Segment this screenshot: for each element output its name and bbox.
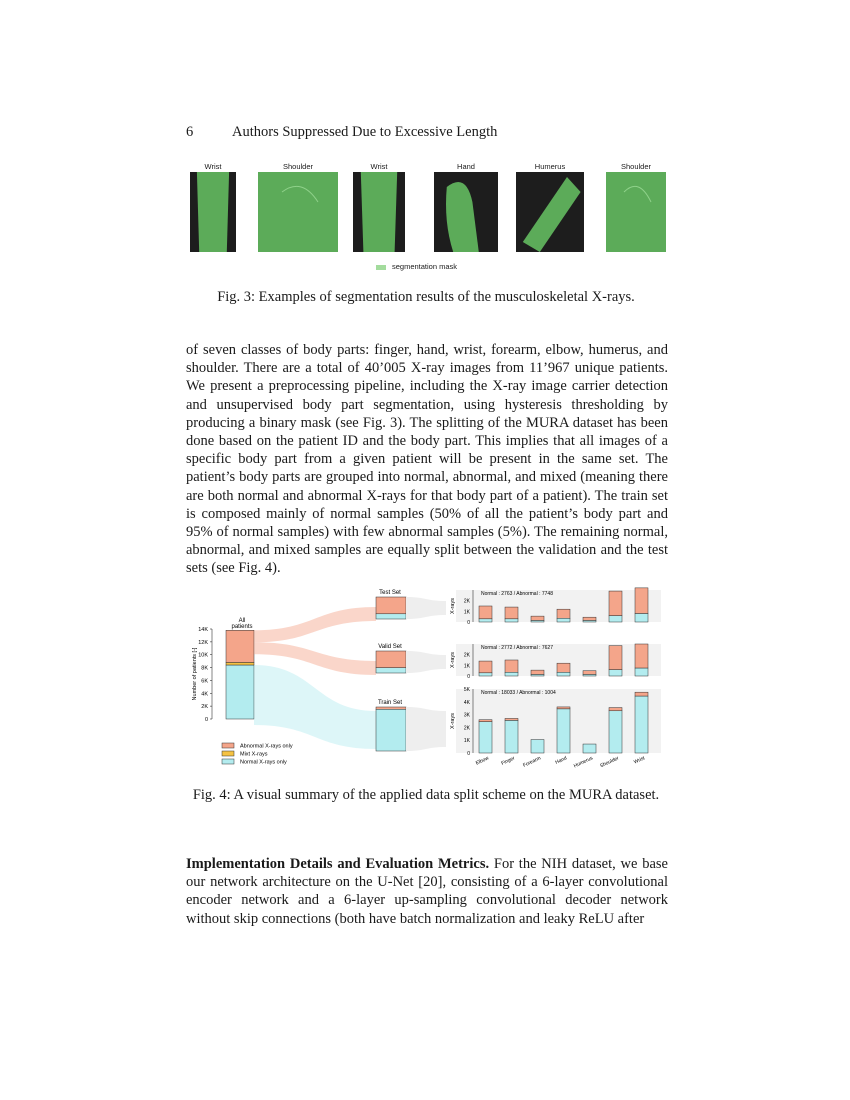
panel-bar-segment xyxy=(479,606,492,619)
shoulder-xray-thumbnail xyxy=(606,172,666,252)
all-bar-segment xyxy=(226,662,254,665)
panel-bar-segment xyxy=(557,609,570,618)
panel-bar-segment xyxy=(505,607,518,619)
all-y-tick-label: 8K xyxy=(201,665,208,672)
all-y-tick-label: 6K xyxy=(201,678,208,685)
panel-bar-segment xyxy=(557,663,570,672)
mask-overlay xyxy=(606,172,666,252)
mask-overlay xyxy=(516,172,584,252)
panel-bar-segment xyxy=(479,673,492,676)
panel-bar-segment xyxy=(609,670,622,676)
legend-label: segmentation mask xyxy=(392,262,458,271)
category-label: Hand xyxy=(554,755,568,766)
mask-overlay xyxy=(190,172,236,252)
panel-bar-segment xyxy=(505,660,518,672)
set-flow xyxy=(406,707,446,751)
panel-bar-segment xyxy=(479,661,492,673)
set-bar-normal xyxy=(376,668,406,673)
panel-bar-segment xyxy=(479,720,492,722)
all-title-2: patients xyxy=(231,624,253,630)
panel-y-tick-label: 0 xyxy=(467,674,470,680)
wrist-xray-thumbnail xyxy=(190,172,236,252)
panel-bar-segment xyxy=(635,644,648,668)
set-title: Valid Set xyxy=(378,644,402,650)
mask-overlay xyxy=(434,172,498,252)
panel-annotation: Normal : 18033 / Abnormal : 1004 xyxy=(481,690,556,696)
set-bar-normal xyxy=(376,614,406,619)
panel-y-tick-label: 5K xyxy=(463,687,470,693)
figure-3-caption: Fig. 3: Examples of segmentation results of the musculoskeletal X-rays. xyxy=(217,289,635,305)
thumbnail-label: Wrist xyxy=(204,162,222,171)
all-title-1: All xyxy=(238,618,246,624)
all-y-tick-label: 10K xyxy=(198,652,208,659)
figure-4 xyxy=(186,585,668,775)
all-bar-segment xyxy=(226,630,254,662)
all-y-tick-label: 12K xyxy=(198,639,208,646)
legend-label: Abnormal X-rays only xyxy=(240,743,293,750)
panel-y-tick-label: 0 xyxy=(467,620,470,626)
figure-4-caption: Fig. 4: A visual summary of the applied data split scheme on the MURA dataset. xyxy=(192,787,660,803)
set-bar-abnormal xyxy=(376,651,406,668)
panel-bar-segment xyxy=(557,618,570,622)
set-flow xyxy=(406,651,446,673)
panel-y-tick-label: 1K xyxy=(463,738,470,745)
category-label: Shoulder xyxy=(599,755,620,770)
set-bar-abnormal xyxy=(376,707,406,709)
section-paragraph xyxy=(186,855,668,928)
panel-bar-segment xyxy=(635,692,648,696)
set-title: Test Set xyxy=(379,590,401,596)
panel-bar-segment xyxy=(635,696,648,753)
panel-annotation: Normal : 2772 / Abnormal : 7627 xyxy=(481,645,553,651)
hand-xray-thumbnail xyxy=(434,172,498,252)
all-y-tick-label: 14K xyxy=(198,627,208,633)
panel-bar-segment xyxy=(635,668,648,676)
panel-bar-segment xyxy=(505,672,518,676)
all-bar-segment xyxy=(226,665,254,719)
panel-bar-segment xyxy=(557,672,570,676)
panel-bar-segment xyxy=(609,646,622,670)
segmentation-legend xyxy=(376,262,457,271)
panel-bar-segment xyxy=(557,709,570,753)
panel-bar-segment xyxy=(609,616,622,622)
body-paragraph-1 xyxy=(186,341,668,578)
panel-y-tick-label: 1K xyxy=(463,609,470,616)
panel-y-label: X-rays xyxy=(450,652,456,668)
panel-y-tick-label: 3K xyxy=(463,712,470,719)
figure-3 xyxy=(186,158,666,278)
thumbnail-label: Shoulder xyxy=(620,162,652,171)
sankey-flow xyxy=(254,607,376,642)
section-heading: Implementation Details and Evaluation Metrics. xyxy=(186,856,490,872)
thumbnail-label: Wrist xyxy=(370,162,388,171)
panel-y-label: X-rays xyxy=(450,713,456,729)
panel-bar-segment xyxy=(583,617,596,620)
thumbnail-label: Hand xyxy=(457,162,475,171)
panel-bar-segment xyxy=(531,740,544,753)
running-header xyxy=(186,124,497,141)
shoulder-xray-thumbnail xyxy=(258,172,338,252)
set-bar-normal xyxy=(376,709,406,751)
mask-overlay xyxy=(258,172,338,252)
category-label: Humerus xyxy=(572,755,594,770)
panel-bar-segment xyxy=(635,588,648,614)
panel-bar-segment xyxy=(557,707,570,709)
humerus-xray-thumbnail xyxy=(516,172,584,252)
legend-swatch xyxy=(222,751,234,756)
panel-bar-segment xyxy=(531,616,544,620)
category-label: Elbow xyxy=(474,755,490,767)
page-number: 6 xyxy=(186,124,194,140)
panel-bar-segment xyxy=(505,720,518,753)
panel-bar-segment xyxy=(479,619,492,622)
sankey-flow xyxy=(254,665,376,749)
panel-y-tick-label: 2K xyxy=(463,725,470,732)
panel-bar-segment xyxy=(583,671,596,675)
section-text: For the NIH dataset, we base our network architecture on the U-Net [20], consisting of a 6-layer convolutional encoder network and a 6-layer up-sampling convolutional decoder network without skip connections (both have batch normalization and leaky ReLU after xyxy=(186,856,668,927)
legend-swatch xyxy=(222,743,234,748)
thumbnail-label: Humerus xyxy=(534,162,566,171)
data-split-chart xyxy=(186,585,668,775)
all-y-tick-label: 4K xyxy=(201,691,208,698)
category-label: Finger xyxy=(500,755,516,767)
legend-swatch xyxy=(222,759,234,764)
panel-bar-segment xyxy=(479,722,492,753)
panel-bar-segment xyxy=(583,744,596,753)
panel-y-tick-label: 0 xyxy=(467,751,470,757)
panel-annotation: Normal : 2763 / Abnormal : 7748 xyxy=(481,591,553,597)
running-title: Authors Suppressed Due to Excessive Length xyxy=(232,124,498,140)
all-y-tick-label: 0 xyxy=(204,717,208,723)
legend-label: Normal X-rays only xyxy=(240,759,287,766)
panel-y-tick-label: 4K xyxy=(463,699,470,706)
thumbnail-label: Shoulder xyxy=(282,162,314,171)
panel-y-label: X-rays xyxy=(450,598,456,614)
legend-label: Mixt X-rays xyxy=(240,751,268,758)
wrist-xray-thumbnail xyxy=(353,172,405,252)
panel-bar-segment xyxy=(531,670,544,674)
mask-swatch xyxy=(376,265,386,270)
set-flow xyxy=(406,597,446,619)
set-title: Train Set xyxy=(377,700,403,706)
category-label: Forearm xyxy=(522,755,542,769)
panel-y-tick-label: 1K xyxy=(463,663,470,670)
category-label: Wrist xyxy=(633,755,646,766)
panel-y-tick-label: 2K xyxy=(463,652,470,659)
panel-bar-segment xyxy=(505,619,518,622)
panel-bar-segment xyxy=(609,708,622,711)
panel-bar-segment xyxy=(635,613,648,622)
set-bar-abnormal xyxy=(376,597,406,614)
all-y-tick-label: 2K xyxy=(201,704,208,711)
panel-y-tick-label: 2K xyxy=(463,598,470,605)
panel-bar-segment xyxy=(505,718,518,720)
panel-bar-segment xyxy=(609,591,622,616)
mask-overlay xyxy=(353,172,405,252)
panel-bar-segment xyxy=(609,711,622,753)
paragraph-text: of seven classes of body parts: finger, hand, wrist, forearm, elbow, humerus, and shoulder. There are a total of 40’005 X-ray images from 11’967 unique patients. We present a preprocessing pipeline, including the X-ray image carrier detection and unsupervised body part segmentation, using hysteresis thresholding by producing a binary mask (see Fig. 3). The splitting of the MURA dataset has been done based on the patient ID and the body part. This implies that all images of a specific body part from a given patient will be present in the same set. The patient’s body parts are grouped into normal, abnormal, and mixed (meaning there are both normal and abnormal X-rays for that body part of a patient). The train set is composed mainly of normal samples (50% of all the patient’s body part and 95% of normal samples) with few abnormal samples (5%). The remaining normal, abnormal, and mixed samples are equally split between the validation and the test sets (see Fig. 4). xyxy=(186,342,668,577)
all-y-label: Number of patients [-] xyxy=(192,647,198,701)
